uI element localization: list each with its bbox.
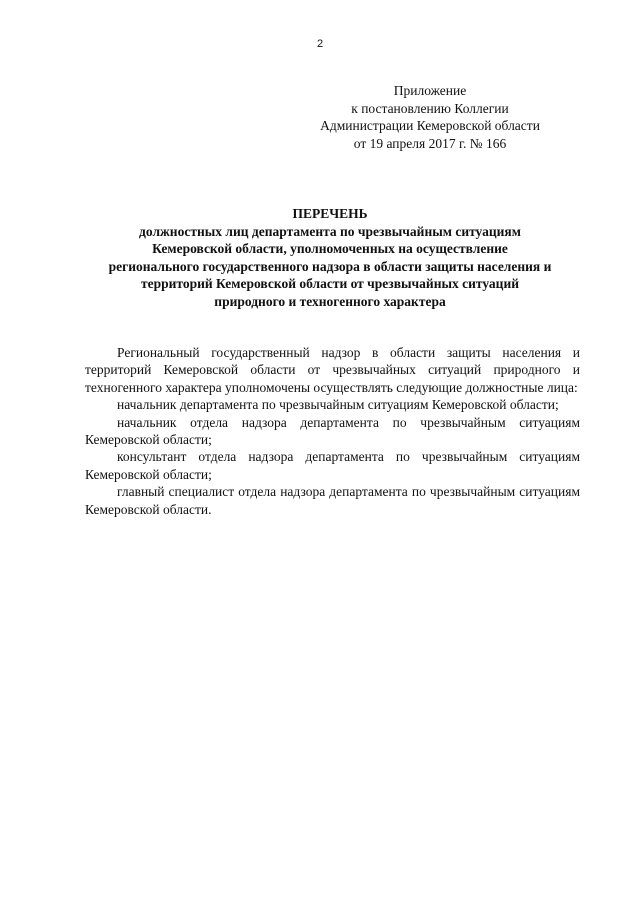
list-item: начальник отдела надзора департамента по чрезвычайным ситуациям Кемеровской области; <box>85 414 580 448</box>
intro-paragraph: Региональный государственный надзор в области защиты населения и территорий Кемеровской области от чрезвычайных ситуаций природного и техногенного характера уполномочены осуществлять следующие должностные лица: <box>85 345 580 395</box>
document-title <box>70 205 590 310</box>
appendix-block <box>320 82 540 152</box>
appendix-line: Администрации Кемеровской области <box>320 118 540 133</box>
title-line: природного и техногенного характера <box>214 293 446 309</box>
title-line: регионального государственного надзора в области защиты населения и <box>108 258 552 274</box>
title-line: территорий Кемеровской области от чрезвычайных ситуаций <box>140 276 520 291</box>
document-body <box>85 344 580 518</box>
appendix-line: к постановлению Коллегии <box>351 100 509 116</box>
list-item: начальник департамента по чрезвычайным ситуациям Кемеровской области; <box>117 397 559 413</box>
title-line: Кемеровской области, уполномоченных на осуществление <box>152 241 508 256</box>
list-item: главный специалист отдела надзора департамента по чрезвычайным ситуациям Кемеровской области. <box>85 484 580 517</box>
title-line: должностных лиц департамента по чрезвычайным ситуациям <box>139 223 521 239</box>
page-number: 2 <box>316 38 324 50</box>
list-item: консультант отдела надзора департамента по чрезвычайным ситуациям Кемеровской области; <box>85 449 580 482</box>
appendix-line: Приложение <box>393 83 467 98</box>
title-heading: ПЕРЕЧЕНЬ <box>292 206 368 221</box>
appendix-line: от 19 апреля 2017 г. № 166 <box>353 135 507 151</box>
